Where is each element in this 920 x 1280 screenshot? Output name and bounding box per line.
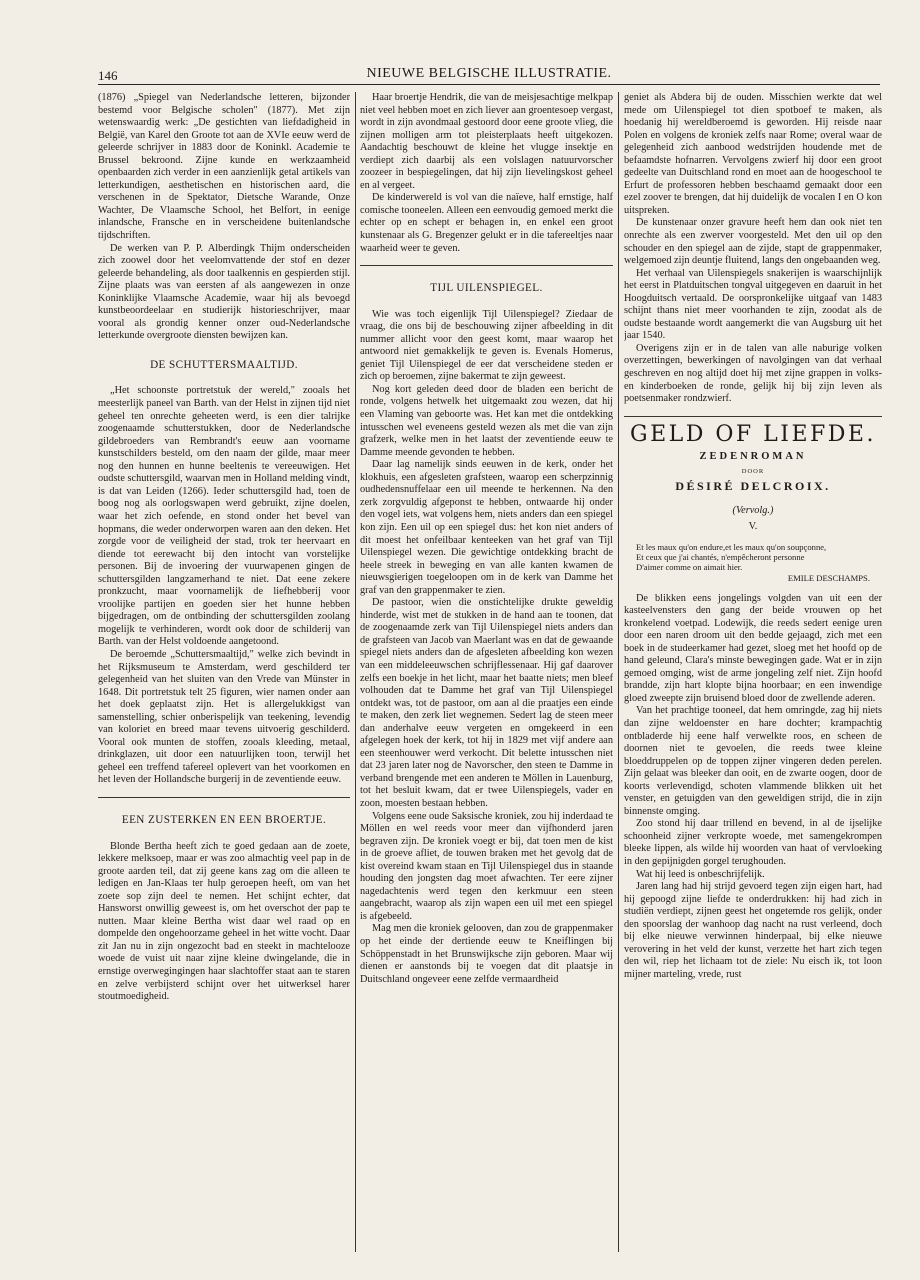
paragraph: De blikken eens jongelings volgden van uit een der kasteelvensters den gang der beide vrouwen op het kronkelend voetpad. Lodewijk, die reeds sedert eenige uren door een naren droom uit den bedde gejaagd, zich met een boek in de studeerkamer had gezet, sloeg met het hoofd op de hand geleund, Clara's minste bewegingen gade. Wat er in zijn gemoed omging, wist de arme jongeling zelf niet. Zijn hoofd brandde, zijn hart klopte bijna hoorbaar; en een inwendige gloed zweepte zijn bruisend bloed door de zwellende aderen. <box>624 592 882 704</box>
paragraph: Jaren lang had hij strijd gevoerd tegen zijn eigen hart, had hij gepoogd zijne liefde te onderdrukken: hij had zich in studiën verdiept, zijnen geest het ongetemde ros gelijk, onder den spoorslag der wanhoop dag nacht na rust verleend, doch bij elke nieuwe verwinnen hinderpaal, bij elke nieuwe verovering in het veld der kunst, verzette het hart zich tegen den wil, riep het lichaam tot de ziele: Nu eisch ik, tot loon mijner marteling, vrede, rust <box>624 881 882 980</box>
paragraph: De kunstenaar onzer gravure heeft hem dan ook niet ten onrechte als een zwerver voorgesteld. Met den uil op den schouder en den spiegel aan de zijde, stapt de grappenmaker, welgemoed zijn deuntje fluitend, langs den ongebaanden weg. <box>624 217 882 267</box>
motto-line: Et ceux que j'ai chantés, n'empêcheront personne <box>636 551 805 562</box>
paragraph: De kinderwereld is vol van die naïeve, half ernstige, half comische tooneelen. Alleen een eenvoudig gemoed merkt die echter op en schept er behagen in, en enkel een groot kunstenaar als G. Bregenzer gelukt er in die tafereeltjes naar waarheid weer te geven. <box>360 192 613 254</box>
section-rule <box>360 265 613 266</box>
column-1 <box>98 92 350 1252</box>
section-heading: DE SCHUTTERSMAALTIJD. <box>150 358 298 371</box>
novel-title: GELD OF LIEFDE. <box>630 421 876 447</box>
paragraph: De werken van P. P. Alberdingk Thijm onderscheiden zich zoowel door het veelomvattende der stof en dezer geleerde behandeling, als door taalkennis en gespierden stijl. Zijne plaats was van eersten af als aangewezen in onze Koninklijke Vlaamsche Academie, waar hij als bevoegd kunstbeoordeelaar en studierijk historieschrijver, maar vooral als grondig kenner onzer oud-Nederlandsche letterkunde overgroote diensten bewijzen kan. <box>98 242 350 342</box>
byline-door: DOOR <box>741 467 765 475</box>
column-2 <box>360 92 613 1252</box>
paragraph: Overigens zijn er in de talen van alle naburige volken overzettingen, bewerkingen of navolgingen van dat verhaal geschreven en nog altijd doet hij met zijne grappen in volks- en kinderboeken de ronde, gelijk hij bij zijn leven als poetsenmaker rondzwierf. <box>624 342 882 405</box>
paragraph: Haar broertje Hendrik, die van de meisjesachtige melkpap niet veel hebben moet en zich liever aan groentesoep vergast, wordt in zijn avondmaal gestoord door eene groote vlieg, die zijnen molligen arm tot pleisterplaats heeft uitgekozen. Aandachtig beschouwt de kleine het vlugge insektje en verdiept zich daarbij als een volslagen natuurvorscher zoozeer in bespiegelingen, dat hij zijn lievelingskost geheel en al vergeet. <box>360 92 613 191</box>
paragraph: Zoo stond hij daar trillend en bevend, in al de ijselijke schoonheid zijner verkropte woede, met samengekrompen bleeke lippen, als wilde hij woorden van haat of vervloeking in den gepijnigden gorgel terughouden. <box>624 818 882 867</box>
page-number: 146 <box>98 68 118 83</box>
paragraph: De beroemde „Schuttersmaaltijd," welke zich bevindt in het Rijksmuseum te Amsterdam, werd geschilderd ter gelegenheid van het sluiten van den Vrede van Münster in 1648. Dit portretstuk telt 25 figuren, wier namen onder aan het doek geplaatst zijn. Het is allergelukkigst van samenstelling, schier onberispelijk van teekening, levendig van koloriet en breed maar tevens uitvoerig geschilderd. Vooral ook munten de stoffen, zooals kleeding, metaal, drinkglazen, uit door een natuurlijken toon, terwijl het geheel een treffend tafereel oplevert van het voorkomen en het leven der Hollandsche burgerij in de zeventiende eeuw. <box>98 648 350 786</box>
motto-line: Et les maux qu'on endure,et les maux qu'on soupçonne, <box>636 541 827 552</box>
column-rule <box>618 92 619 1252</box>
chapter-number: V. <box>748 521 758 533</box>
paragraph: „Het schoonste portretstuk der wereld," zooals het meesterlijk paneel van Barth. van der Helst in zijnen tijd niet geheel ten onrechte geheeten werd, is een dier talrijke zoogenaamde schutterstukken, door de Nederlandsche gildebroeders van Rembrandt's eeuw aan voorname kunstschilders besteld, om den naam der gilde, maar meer nog den hunnen en hunne beeltenis te vereeuwigen. Het oudste schuttersgild, waarvan men in Holland melding vindt, is dat van Leiden (1266). Ieder schuttersgild had, toen de boog nog als oorlogswapen werd gebruikt, zijne doelen, waar het zich oefende, en stond onder het bevel van hopmans, die weder onderworpen waren aan den deken. Het zorgde voor de veiligheid der stad, trok ter heervaart en diende tot eerewacht bij den intocht van vorstelijke personen. Bij de invoering der vuurwapenen gingen de schuttersgilden langzamerhand te niet. Dat eene zekere pronkzucht, maar voornamelijk de liefhebberij voor vroolijke partijen en goeden sier het hunne hebben bijgedragen, om de ontbinding der schuttersgilden zoolang mogelijk te verhinderen, wordt ook door de schilderij van Barth. van der Helst voldoende aangetoond. <box>98 385 350 648</box>
paragraph: Blonde Bertha heeft zich te goed gedaan aan de zoete, lekkere melksoep, maar er was zoo almachtig veel pap in de groote aarden teil, dat zij geene kans zag om die alleen te ledigen en Jan-Klaas ter hulp geroepen heeft, om van het zoete sop zijn deel te nemen. Het schijnt echter, dat Hansworst onwillig geweest is, om het overschot der pap te nutten. Maar kleine Bertha wist daar wel raad op en dompelde den ongehoorzame geheel in het witte vocht. Daar zit Jan nu in zijn ongezocht bad en steekt in machtelooze woede de vuist uit naar zijne kleine dwingelande, die in ernstige overwegingingen haar slachtoffer staat aan te staren en zelve verbijsterd schijnt over het uitwerksel harer stoutmoedigheid. <box>98 840 350 1003</box>
section-rule <box>98 797 350 798</box>
paragraph: Daar lag namelijk sinds eeuwen in de kerk, onder het klokhuis, een afgesleten grafsteen, waarop een scherpzinnig oudhedensnuffelaar een uil meende te herkennen. Na den zerk zorgvuldig afgeponst te hebben, ontwaarde hij onder den vogel iets, wat volgens hem, niets anders dan een spiegel kon zijn. Een uil op een spiegel dus: het kon niet anders of dit moest het onfeilbaar kenteeken van het graf van Tijl Uilenspiegel wezen. Die gewichtige ontdekking bracht de heele streek in beweging en van alle kanten kwamen de nieuwsgierigen toegeloopen om in de kerk van Damme het graf van den grappenmaker te zien. <box>360 459 613 596</box>
paragraph: geniet als Abdera bij de ouden. Misschien werkte dat wel mede om Uilenspiegel tot dien spotboef te maken, als hoedanig hij wereldberoemd is geworden. Hij reisde naar Polen en volgens de kroniek zelfs naar Rome; overal waar de gelegenheid zich aanbood wedstrijden houdende met de befaamdste hofnarren. Vervolgens zwierf hij door een groot gedeelte van Duitschland rond en moet aan de hoogeschool te Erfurt de professoren hebben beschaamd gemaakt door een ezel zoover te brengen, dat hij duidelijk de vocalen I en O kon uitspreken. <box>624 92 882 216</box>
paragraph: (1876) „Spiegel van Nederlandsche letteren, bijzonder bestemd voor Belgische scholen" (1877). Met zijn wetenswaardig werk: „De gestichten van liefdadigheid in België, van Karel den Groote tot aan de XVIe eeuw werd de geleerde schrijver in 1883 door de Koninkl. Academie te Brussel bekroond. Zijne kunde en werkzaamheid openbaarden zich verder in een aanzienlijk getal artikels van letterkundigen, aesthetischen en historischen aard, die verschenen in de Spektator, Dietsche Warande, Onze Wachter, De Vlaamsche School, het Belfort, in eenige inlandsche, Fransche en in verscheidene buitenlandsche tijdschriften. <box>98 92 350 242</box>
continued-label: (Vervolg.) <box>732 504 774 516</box>
running-head: NIEUWE BELGISCHE ILLUSTRATIE. <box>366 66 612 81</box>
section-heading: TIJL UILENSPIEGEL. <box>430 282 543 295</box>
paragraph: Mag men die kroniek gelooven, dan zou de grappenmaker op het einde der dertiende eeuw te Kneiflingen bij Schöppenstadt in het Brunswijksche zijn geboren. Maar wij dienen er aanstonds bij te voegen dat dit plaatsje in Duitschland ongeveer eene zelfde vermaardheid <box>360 923 613 985</box>
motto-line: D'aimer comme on aimait hier. <box>636 561 743 572</box>
column-3 <box>624 92 882 1252</box>
section-heading: EEN ZUSTERKEN EN EEN BROERTJE. <box>121 813 327 826</box>
novel-author: DÉSIRÉ DELCROIX. <box>675 479 831 494</box>
novel-subtitle: ZEDENROMAN <box>699 451 807 463</box>
paragraph: Nog kort geleden deed door de bladen een bericht de ronde, volgens hetwelk het uitgemaakt zou wezen, dat hij een Vlaming van geboorte was. Het kan met die ontdekking intusschen wel eveneens gesteld wezen als met die van zijn grafzerk, welke men in het laatst der zeventiende eeuw te Damme meende gevonden te hebben. <box>360 383 613 458</box>
paragraph: Wat hij leed is onbeschrijfelijk. <box>636 868 765 880</box>
paragraph: Volgens eene oude Saksische kroniek, zou hij inderdaad te Möllen en wel reeds voor meer dan vijfhonderd jaren begraven zijn. De kroniek voegt er bij, dat toen men de kist in de groeve afliet, de touwen braken met het gevolg dat de kist overeind kwam staan en Tijl Uilenspiegel dus in staande houding den jongsten dag moet afwachten. Ter eere zijner nagedachtenis werd tegen den kerkmuur een steen aangebracht, waarop als zijn wapen een uil met een spiegel is afgebeeld. <box>360 810 613 922</box>
paragraph: De pastoor, wien die onstichtelijke drukte geweldig hinderde, wist met de stukken in de hand aan te toonen, dat de zoogenaamde zerk van Tijl Uilenspiegel niets anders dan de grafsteen van Jacob van Maerlant was en dat de gewaande spiegel niets anders dan de afgesleten afbeelding kon wezen van een middeleeuwschen schrijflessenaar. Hij gaf daarover zelfs een boekje in het licht, maar het baatte niets; men bleef volhouden dat te Damme het graf van Tijl Uilenspiegel ontdekt was, tot de pastoor, om aan al die praatjes een einde te maken, den zerk liet wegnemen. Sedert lag de steen meer dan anderhalve eeuw vergeten en omgekeerd in een afgelegen hoek der kerk, tot hij in 1829 met vijf andere aan een steenhouwer werd verkocht. Dit belette intusschen niet dat 23 jaren later nog de Navorscher, den steen te Damme in verband brengende met een anderen te Möllen in Lauenburg, tot het besluit kwam, dat er twee Uilenspiegels, vader en zoon, moesten bestaan hebben. <box>360 597 613 809</box>
motto-attribution: EMILE DESCHAMPS. <box>787 572 870 583</box>
paragraph: Wie was toch eigenlijk Tijl Uilenspiegel? Ziedaar de vraag, die ons bij de beschouwing zijner afbeelding in dit nummer allicht voor den geest komt, maar waarop het antwoord niet gemakkelijk te geven is. Evenals Homerus, geniet Tijl Uilenspiegel de eer dat verscheidene steden er zich op beroemen, zijne bakermat te zijn geweest. <box>360 308 613 383</box>
paragraph: Van het prachtige tooneel, dat hem omringde, zag hij niets dan zijne weldoenster en hare dochter; krampachtig ontbladerde hij eene half verwelkte roos, en scheen de doornen niet te gevoelen, die reeds twee kleine bloeddruppelen op de toppen zijner vingeren deden perelen. Zijn gelaat was bleeker dan ooit, en de zwarte oogen, door de koorts verlevendigd, schoten vlammende blikken uit het venster, en getuigden van den geweldigen strijd, die in zijn binnenste omging. <box>624 705 882 817</box>
paragraph: Het verhaal van Uilenspiegels snakerijen is waarschijnlijk het eerst in Platduitschen tongval uitgegeven en daaruit in het Hoogduitsch vertaald. De oorspronkelijke uitgaaf van 1483 schijnt thans niet meer voorhanden te zijn, zoodat als de oudste bestaande wordt aangemerkt die van Augsburg uit het jaar 1540. <box>624 267 882 342</box>
column-rule <box>355 92 356 1252</box>
page-header <box>98 62 880 85</box>
section-rule <box>624 416 882 417</box>
